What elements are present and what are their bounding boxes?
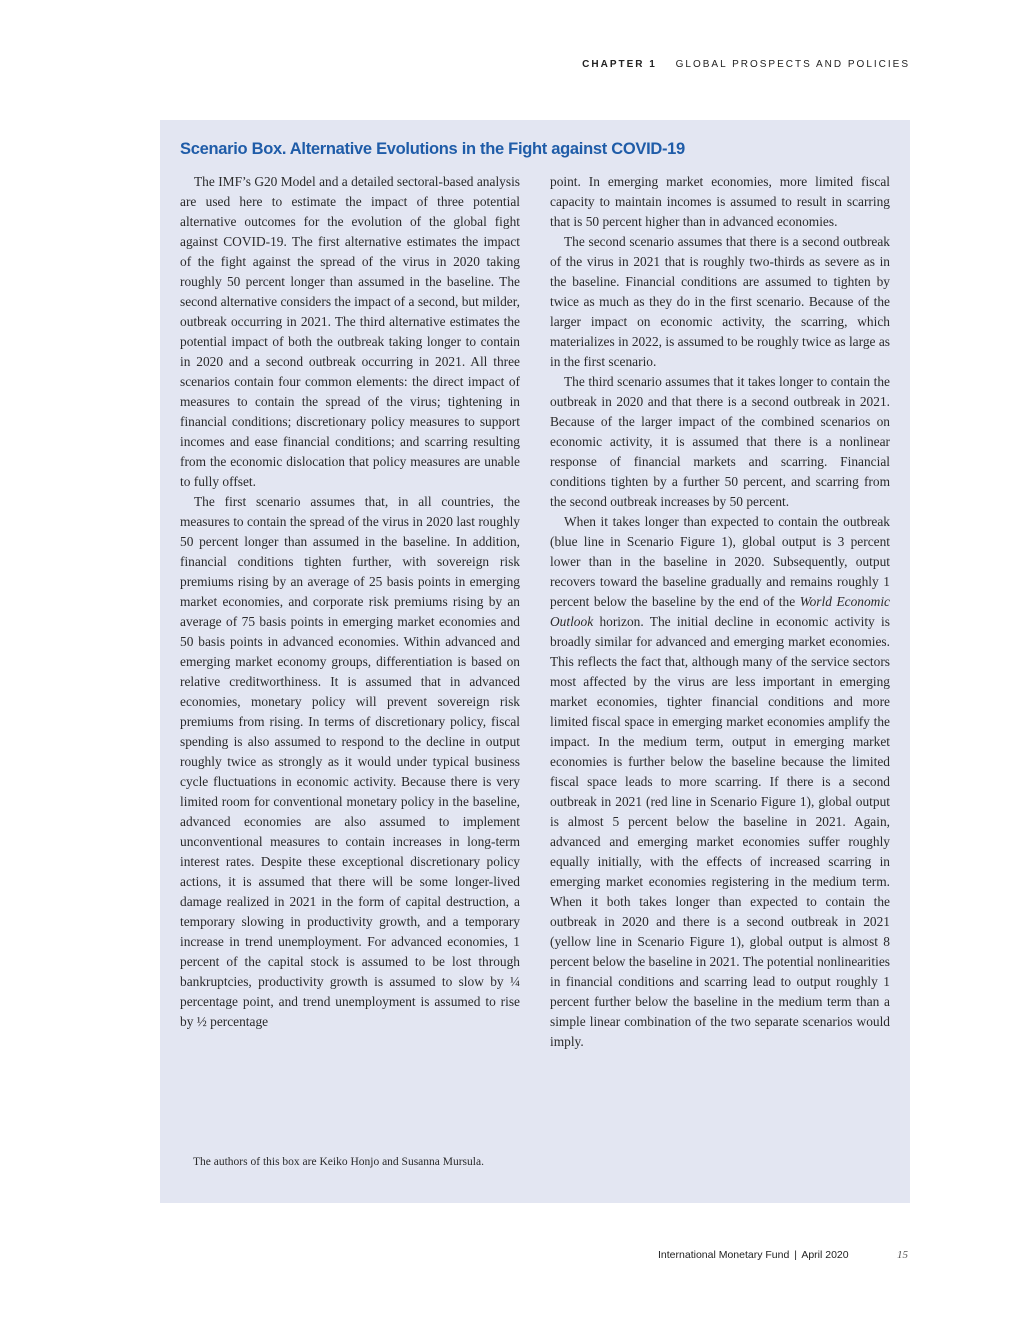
paragraph: The third scenario assumes that it takes longer to contain the outbreak in 2020 and that there is a second outbreak in 2021. Because of the larger impact of the combined scenarios on economic activity, it is assumed that there is a nonlinear response of financial markets and scarring. Financial conditions tighten by a further 50 percent, and scarring from the second outbreak increases by 50 percent. xyxy=(550,374,890,509)
paragraph-text: horizon. The initial decline in economic activity is broadly similar for advanced and emerging market economies. This reflects the fact that, although many of the service sectors most affected by the virus are less important in emerging market economies, tighter financial conditions and more limited fiscal space in emerging market economies amplify the impact. In the medium term, output in emerging market economies is further below the baseline because the limited fiscal space leads to more scarring. If there is a second outbreak in 2021 (red line in Scenario Figure 1), global output is almost 5 percent below the baseline in 2021. Again, advanced and emerging market economies suffer roughly equally initially, with the effects of increased scarring in emerging market economies registering in the medium term. When it both takes longer than expected to contain the outbreak in 2020 and there is a second outbreak in 2021 (yellow line in Scenario Figure 1), global output is almost 8 percent below the baseline in 2021. The potential nonlinearities in financial conditions and scarring lead to output roughly 1 percent further below the baseline in the medium term than a simple linear combination of the two separate scenarios would imply. xyxy=(550,614,890,1049)
chapter-label: CHAPTER 1 xyxy=(582,59,657,70)
running-head xyxy=(582,59,910,70)
paragraph-text: When it takes longer than expected to contain the outbreak (blue line in Scenario Figure 1), global output is 3 percent lower than in the baseline in 2020. Subsequently, output recovers toward the baseline gradually and remains roughly 1 percent below the baseline by the end of the xyxy=(550,514,890,609)
paragraph: The second scenario assumes that there is a second outbreak of the virus in 2021 that is roughly two-thirds as severe as in the baseline. Financial conditions are assumed to tighten by twice as much as they do in the first scenario. Because of the larger impact on economic activity, the scarring, which materializes in 2022, is assumed to be roughly twice as large as in the first scenario. xyxy=(550,234,890,369)
publication-date: April 2020 xyxy=(801,1249,849,1261)
box-title: Scenario Box. Alternative Evolutions in the Fight against COVID-19 xyxy=(180,140,685,158)
footnote: The authors of this box are Keiko Honjo and Susanna Mursula. xyxy=(193,1156,484,1168)
publisher-name: International Monetary Fund xyxy=(658,1249,790,1261)
section-label: GLOBAL PROSPECTS AND POLICIES xyxy=(675,59,910,70)
publication-title: World Economic Outlook xyxy=(550,594,891,629)
paragraph: point. In emerging market economies, more limited fiscal capacity to maintain incomes is assumed to result in scarring that is 50 percent higher than in advanced economies. xyxy=(550,174,890,229)
paragraph: The IMF’s G20 Model and a detailed sectoral-based analysis are used here to estimate the impact of three potential alternative outcomes for the evolution of the global fight against COVID-19. The first alternative estimates the impact of the fight against the spread of the virus in 2020 taking roughly 50 percent longer than assumed in the baseline. The second alternative considers the impact of a second, but milder, outbreak occurring in 2021. The third alternative estimates the potential impact of both the outbreak taking longer to contain in 2020 and a second outbreak occurring in 2021. All three scenarios contain four common elements: the direct impact of measures to contain the spread of the virus; tightening in financial conditions; discretionary policy measures to support incomes and ease financial conditions; and scarring resulting from the economic dislocation that policy measures are unable to fully offset. xyxy=(180,174,520,489)
paragraph xyxy=(550,512,890,1052)
left-column xyxy=(180,172,520,1032)
page-number: 15 xyxy=(897,1249,908,1261)
footer-separator: | xyxy=(794,1249,797,1261)
footer xyxy=(658,1249,849,1261)
paragraph: The first scenario assumes that, in all countries, the measures to contain the spread of the virus in 2020 last roughly 50 percent longer than assumed in the baseline. In addition, financial conditions tighten further, with sovereign risk premiums rising by an average of 25 basis points in emerging market economies, and corporate risk premiums rising by an average of 75 basis points in emerging market economies and 50 basis points in advanced economies. Within advanced and emerging market economy groups, differentiation is based on relative creditworthiness. It is assumed that in advanced economies, monetary policy will prevent sovereign risk premiums from rising. In terms of discretionary policy, fiscal spending is also assumed to respond to the decline in output roughly twice as strongly as it would under typical business cycle fluctuations in economic activity. Because there is very limited room for conventional monetary policy in the baseline, advanced economies are also assumed to implement unconventional measures to contain increases in long-term interest rates. Despite these exceptional discretionary policy actions, it is assumed that there will be some longer-lived damage realized in 2021 in the form of capital destruction, a temporary slowing in productivity growth, and a temporary increase in trend unemployment. For advanced economies, 1 percent of the capital stock is assumed to be lost through bankruptcies, productivity growth is assumed to slow by ¼ percentage point, and trend unemployment is assumed to rise by ½ percentage xyxy=(180,494,520,1029)
right-column xyxy=(550,172,890,1052)
scenario-box xyxy=(160,120,910,1203)
